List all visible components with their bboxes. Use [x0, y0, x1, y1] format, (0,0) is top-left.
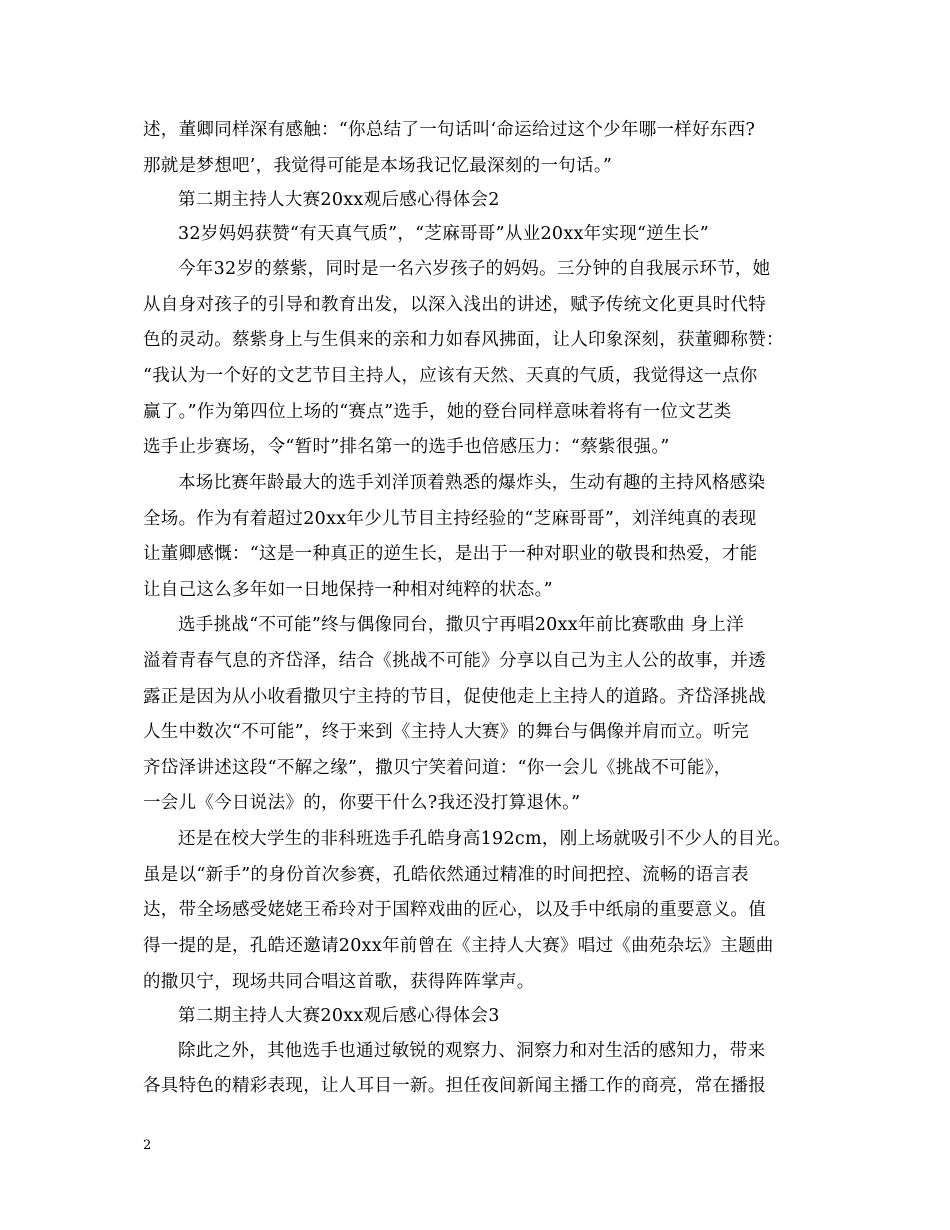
text-line: 那就是梦想吧’，我觉得可能是本场我记忆最深刻的一句话。”	[143, 156, 613, 176]
text-line: 全场。作为有着超过20xx年少儿节目主持经验的“芝麻哥哥”，刘洋纯真的表现	[143, 509, 757, 529]
page-number: 2	[143, 1138, 152, 1153]
text-line: 各具特色的精彩表现，让人耳目一新。担任夜间新闻主播工作的商亮，常在播报	[143, 1076, 766, 1096]
section-heading: 第二期主持人大赛20xx观后感心得体会2	[178, 190, 500, 210]
section-heading: 第二期主持人大赛20xx观后感心得体会3	[178, 1006, 500, 1026]
text-line: 赢了。”作为第四位上场的“赛点”选手，她的登台同样意味着将有一位文艺类	[143, 402, 732, 422]
text-line: 让董卿感慨：“这是一种真正的逆生长，是出于一种对职业的敬畏和热爱，才能	[143, 544, 758, 564]
text-line: 让自己这么多年如一日地保持一种相对纯粹的状态。”	[143, 580, 553, 600]
subheading: 32岁妈妈获赞“有天真气质”，“芝麻哥哥”从业20xx年实现“逆生长”	[178, 224, 709, 244]
text-line: 选手止步赛场，令“暂时”排名第一的选手也倍感压力：“蔡紫很强。”	[143, 437, 670, 457]
text-line: 本场比赛年龄最大的选手刘洋顶着熟悉的爆炸头，生动有趣的主持风格感染	[178, 473, 766, 493]
text-line: 得一提的是，孔皓还邀请20xx年前曾在《主持人大赛》唱过《曲苑杂坛》主题曲	[143, 936, 774, 956]
text-line: 露正是因为从小收看撒贝宁主持的节目，促使他走上主持人的道路。齐岱泽挑战	[143, 687, 766, 707]
text-line: 选手挑战“不可能”终与偶像同台，撒贝宁再唱20xx年前比赛歌曲 身上洋	[178, 615, 744, 635]
text-line: 达，带全场感受姥姥王希玲对于国粹戏曲的匠心，以及手中纸扇的重要意义。值	[143, 900, 766, 920]
text-line: 溢着青春气息的齐岱泽，结合《挑战不可能》分享以自己为主人公的故事，并透	[143, 651, 766, 671]
text-line: 人生中数次“不可能”，终于来到《主持人大赛》的舞台与偶像并肩而立。听完	[143, 722, 749, 742]
text-line: “我认为一个好的文艺节目主持人，应该有天然、天真的气质，我觉得这一点你	[143, 366, 758, 386]
text-line: 除此之外，其他选手也通过敏锐的观察力、洞察力和对生活的感知力，带来	[178, 1041, 766, 1061]
text-line: 一会儿《今日说法》的，你要干什么?我还没打算退休。”	[143, 793, 581, 813]
text-line: 的撒贝宁，现场共同合唱这首歌，获得阵阵掌声。	[143, 972, 535, 992]
text-line: 今年32岁的蔡紫，同时是一名六岁孩子的妈妈。三分钟的自我展示环节，她	[178, 259, 771, 279]
text-line: 齐岱泽讲述这段“不解之缘”，撒贝宁笑着问道：“你一会儿《挑战不可能》，	[143, 758, 732, 778]
text-line: 从自身对孩子的引导和教育出发，以深入浅出的讲述，赋予传统文化更具时代特	[143, 295, 766, 315]
text-line: 述，董卿同样深有感触：“你总结了一句话叫‘命运给过这个少年哪一样好东西?	[143, 120, 756, 140]
text-line: 虽是以“新手”的身份首次参赛，孔皓依然通过精准的时间把控、流畅的语言表	[143, 865, 749, 885]
text-line: 色的灵动。蔡紫身上与生俱来的亲和力如春风拂面，让人印象深刻，获董卿称赞：	[143, 330, 784, 350]
text-line: 还是在校大学生的非科班选手孔皓身高192cm，刚上场就吸引不少人的目光。	[178, 829, 792, 849]
